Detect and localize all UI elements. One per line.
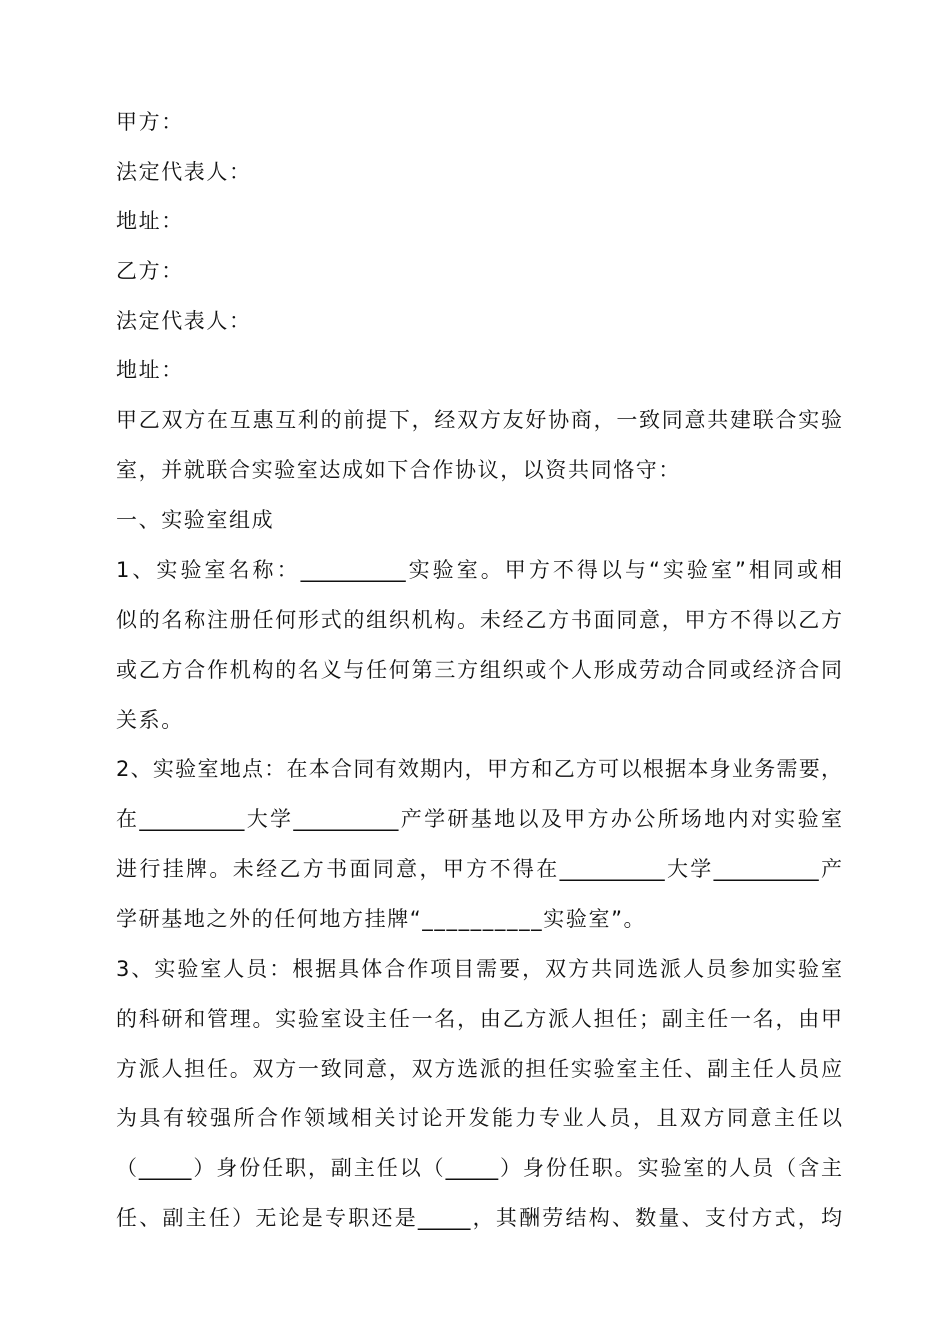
clause-2-line-4: 学研基地之外的任何地方挂牌“__________实验室”。 <box>116 907 647 931</box>
party-a-label: 甲方： <box>116 110 184 134</box>
clause-1-line-2: 似的名称注册任何形式的组织机构。未经乙方书面同意，甲方不得以乙方 <box>116 608 842 632</box>
party-b-label: 乙方： <box>116 259 184 283</box>
section-heading: 一、实验室组成 <box>116 508 275 532</box>
party-a-representative-label: 法定代表人： <box>116 160 252 184</box>
clause-3-line-4: 为具有较强所合作领域相关讨论开发能力专业人员，且双方同意主任以 <box>116 1106 842 1130</box>
clause-3-line-2: 的科研和管理。实验室设主任一名，由乙方派人担任；副主任一名，由甲 <box>116 1007 842 1031</box>
clause-2-line-3: 进行挂牌。未经乙方书面同意，甲方不得在__________大学__________产 <box>116 857 842 881</box>
clause-2-line-2: 在__________大学__________产学研基地以及甲方办公所场地内对实验室 <box>116 807 842 831</box>
clause-3-line-1: 3、实验室人员：根据具体合作项目需要，双方共同选派人员参加实验室 <box>116 957 842 981</box>
clause-1-line-4: 关系。 <box>116 708 184 732</box>
clause-3-line-5: （_____）身份任职，副主任以（_____）身份任职。实验室的人员（含主 <box>116 1156 842 1180</box>
clause-2-line-1: 2、实验室地点：在本合同有效期内，甲方和乙方可以根据本身业务需要， <box>116 757 842 781</box>
party-b-address-label: 地址： <box>116 358 184 382</box>
preamble-line-1: 甲乙双方在互惠互利的前提下，经双方友好协商，一致同意共建联合实验 <box>116 408 842 432</box>
party-b-representative-label: 法定代表人： <box>116 309 252 333</box>
clause-1-line-3: 或乙方合作机构的名义与任何第三方组织或个人形成劳动合同或经济合同 <box>116 658 842 682</box>
preamble-line-2: 室，并就联合实验室达成如下合作协议，以资共同恪守： <box>116 458 681 482</box>
clause-3-line-6: 任、副主任）无论是专职还是_____，其酬劳结构、数量、支付方式，均 <box>116 1206 842 1230</box>
clause-1-line-1: 1、实验室名称：__________实验室。甲方不得以与“实验室”相同或相 <box>116 558 842 582</box>
clause-3-line-3: 方派人担任。双方一致同意，双方选派的担任实验室主任、副主任人员应 <box>116 1057 842 1081</box>
party-a-address-label: 地址： <box>116 209 184 233</box>
